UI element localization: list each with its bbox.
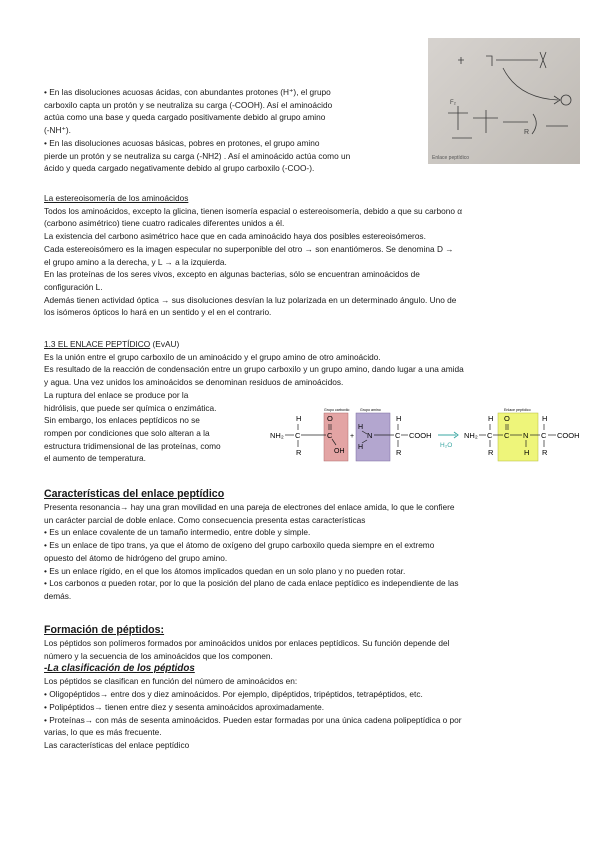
hydrogen-label: H bbox=[542, 414, 548, 423]
text-line: Es resultado de la reacción de condensación entre un grupo carboxilo y un grupo amino, dando lugar a una amida bbox=[44, 364, 464, 375]
text-line: demás. bbox=[44, 590, 72, 601]
r-label: R bbox=[542, 448, 548, 457]
heading-main: 1.3 EL ENLACE PEPTÍDICO bbox=[44, 339, 151, 349]
section-title: La estereoisomería de los aminoácidos bbox=[44, 193, 189, 203]
water-label: H₂O bbox=[440, 442, 453, 449]
svg-text:F₂: F₂ bbox=[450, 100, 456, 106]
text-line: La existencia del carbono asimétrico hace que en cada aminoácido haya dos posibles estereoisómeros. bbox=[44, 231, 426, 242]
text-line: • En las disoluciones acuosas básicas, pobres en protones, el grupo amino bbox=[44, 137, 320, 148]
r-label: R bbox=[488, 448, 494, 457]
characteristics-section bbox=[44, 488, 459, 603]
text-line: Cada estereoisómero es la imagen especular no superponible del otro → son enantiómeros. Se denomina D → bbox=[44, 243, 454, 254]
hydrogen-label: H bbox=[296, 414, 302, 423]
text-line: Es la unión entre el grupo carboxilo de un aminoácido y el grupo amino de otro aminoácido. bbox=[44, 351, 381, 362]
section-title: Características del enlace peptídico bbox=[44, 488, 225, 500]
subsection-title: -La clasificación de los péptidos bbox=[44, 663, 195, 675]
nh2-label: NH₂ bbox=[464, 431, 478, 440]
text-line: opuesto del átomo de hidrógeno del grupo amino. bbox=[44, 552, 228, 563]
handwritten-photo bbox=[428, 38, 580, 164]
text-line: los isómeros ópticos lo hará en un sentido y el en el contrario. bbox=[44, 307, 272, 318]
text-line: • Los carbonos α pueden rotar, por lo que la posición del plano de cada enlace peptídico es independiente de las bbox=[44, 578, 459, 589]
text-line: Además tienen actividad óptica → sus disoluciones desvían la luz polarizada en un determinado ángulo. Uno de bbox=[44, 294, 457, 305]
text-line: número y la secuencia de los aminoácidos que los componen. bbox=[44, 650, 273, 661]
box-label: Enlace peptídico bbox=[504, 408, 531, 412]
svg-text:R: R bbox=[524, 129, 530, 136]
text-line: • En las disoluciones acuosas ácidas, con abundantes protones (H⁺), el grupo bbox=[44, 87, 331, 97]
text-line: En las proteínas de los seres vivos, excepto en algunas bacterias, sólo se encuentran aminoácidos de bbox=[44, 269, 420, 280]
text-line: La ruptura del enlace se produce por la bbox=[44, 389, 189, 400]
hydrogen-label: H bbox=[524, 448, 530, 457]
stereoisomerism-section bbox=[44, 192, 462, 319]
text-line: ácido y queda cargado negativamente debido al grupo carboxilo (-COO-). bbox=[44, 163, 315, 174]
oh-label: OH bbox=[334, 448, 345, 455]
text-line: Sin embargo, los enlaces peptídicos no se bbox=[44, 415, 200, 426]
text-line: estructura tridimensional de las proteínas, como bbox=[44, 440, 221, 451]
r-label: R bbox=[296, 448, 302, 457]
carbon-label: C bbox=[487, 431, 493, 440]
r-label: R bbox=[396, 448, 402, 457]
cooh-label: COOH bbox=[409, 431, 432, 440]
carbon-label: C bbox=[295, 431, 301, 440]
oxygen-label: O bbox=[504, 414, 510, 423]
carbon-label: C bbox=[327, 431, 333, 440]
hydrogen-label: H bbox=[488, 414, 494, 423]
text-line: pierde un protón y se neutraliza su carga (-NH2) . Así el aminoácido actúa como un bbox=[44, 150, 351, 161]
formation-section bbox=[44, 624, 462, 752]
text-line: • Es un enlace de tipo trans, ya que el átomo de oxígeno del grupo carboxilo queda siempre en el extremo bbox=[44, 540, 435, 551]
nitrogen-label: N bbox=[367, 431, 373, 440]
nh2-label: NH₂ bbox=[270, 431, 284, 440]
text-line: • Es un enlace covalente de un tamaño intermedio, entre doble y simple. bbox=[44, 527, 311, 538]
box-label: Grupo amino bbox=[360, 408, 381, 412]
hydrogen-label: H bbox=[358, 424, 364, 431]
amino-group-box bbox=[356, 413, 390, 461]
section-title: Formación de péptidos: bbox=[44, 624, 165, 636]
text-line: actúa como una base y queda cargado positivamente debido al grupo amino bbox=[44, 112, 326, 123]
text-line: (-NH⁺). bbox=[44, 125, 71, 136]
text-line: • Oligopéptidos→ entre dos y diez aminoácidos. Por ejemplo, dipéptidos, tripéptidos, tetrapéptidos, etc. bbox=[44, 689, 423, 700]
oxygen-label: O bbox=[327, 414, 333, 423]
heading-suffix: (EvAU) bbox=[150, 339, 180, 349]
acid-base-bullets bbox=[44, 86, 350, 175]
section-heading bbox=[44, 338, 464, 351]
text-line: Los péptidos son polímeros formados por aminoácidos unidos por enlaces peptídicos. Su función depende del bbox=[44, 638, 450, 648]
text-line: • Proteínas→ con más de sesenta aminoácidos. Pueden estar formadas por una única cadena polipeptídica o por bbox=[44, 714, 462, 725]
text-line: Los péptidos se clasifican en función del número de aminoácidos en: bbox=[44, 676, 298, 687]
hydrogen-label: H bbox=[396, 414, 402, 423]
text-line: Presenta resonancia→ hay una gran movilidad en una pareja de electrones del enlace amida, lo que le confiere bbox=[44, 502, 455, 512]
carbon-label: C bbox=[541, 431, 547, 440]
handwritten-formula-sketch bbox=[428, 38, 580, 164]
carbon-label: C bbox=[504, 431, 510, 440]
text-line: hidrólisis, que puede ser química o enzimática. bbox=[44, 402, 217, 413]
peptide-bond-diagram bbox=[268, 405, 584, 465]
text-line: un carácter parcial de doble enlace. Como consecuencia presenta estas características bbox=[44, 514, 366, 525]
text-line: y agua. Una vez unidos los aminoácidos se denominan residuos de aminoácidos. bbox=[44, 377, 344, 388]
cooh-label: COOH bbox=[557, 431, 580, 440]
text-line: carboxilo capta un protón y se neutraliza su carga (-COOH). Así el aminoácido bbox=[44, 99, 333, 110]
text-line: el aumento de temperatura. bbox=[44, 453, 146, 464]
text-line: configuración L. bbox=[44, 281, 103, 292]
text-line: • Polipéptidos→ tienen entre diez y sesenta aminoácidos aproximadamente. bbox=[44, 701, 325, 712]
text-line: Todos los aminoácidos, excepto la glicina, tienen isomería espacial o estereoisomería, debido a que su carbono α bbox=[44, 205, 463, 216]
text-line: (carbono asimétrico) tiene cuatro radicales diferentes unidos a él. bbox=[44, 218, 285, 229]
hydrogen-label: H bbox=[358, 444, 364, 451]
text-line: rompen por condiciones que solo alteran a la bbox=[44, 427, 210, 438]
text-line: el grupo amino a la derecha, y L → a la izquierda. bbox=[44, 256, 227, 267]
plus-sign: + bbox=[350, 433, 355, 440]
box-label: Grupo carboxilo bbox=[324, 408, 350, 412]
text-line: Las características del enlace peptídico bbox=[44, 739, 190, 750]
nitrogen-label: N bbox=[523, 431, 529, 440]
photo-caption: Enlace peptídico bbox=[432, 155, 469, 161]
text-line: • Es un enlace rígido, en el que los átomos implicados quedan en un solo plano y no pueden rotar. bbox=[44, 565, 406, 576]
text-line: varias, lo que es más frecuente. bbox=[44, 727, 162, 738]
carbon-label: C bbox=[395, 431, 401, 440]
